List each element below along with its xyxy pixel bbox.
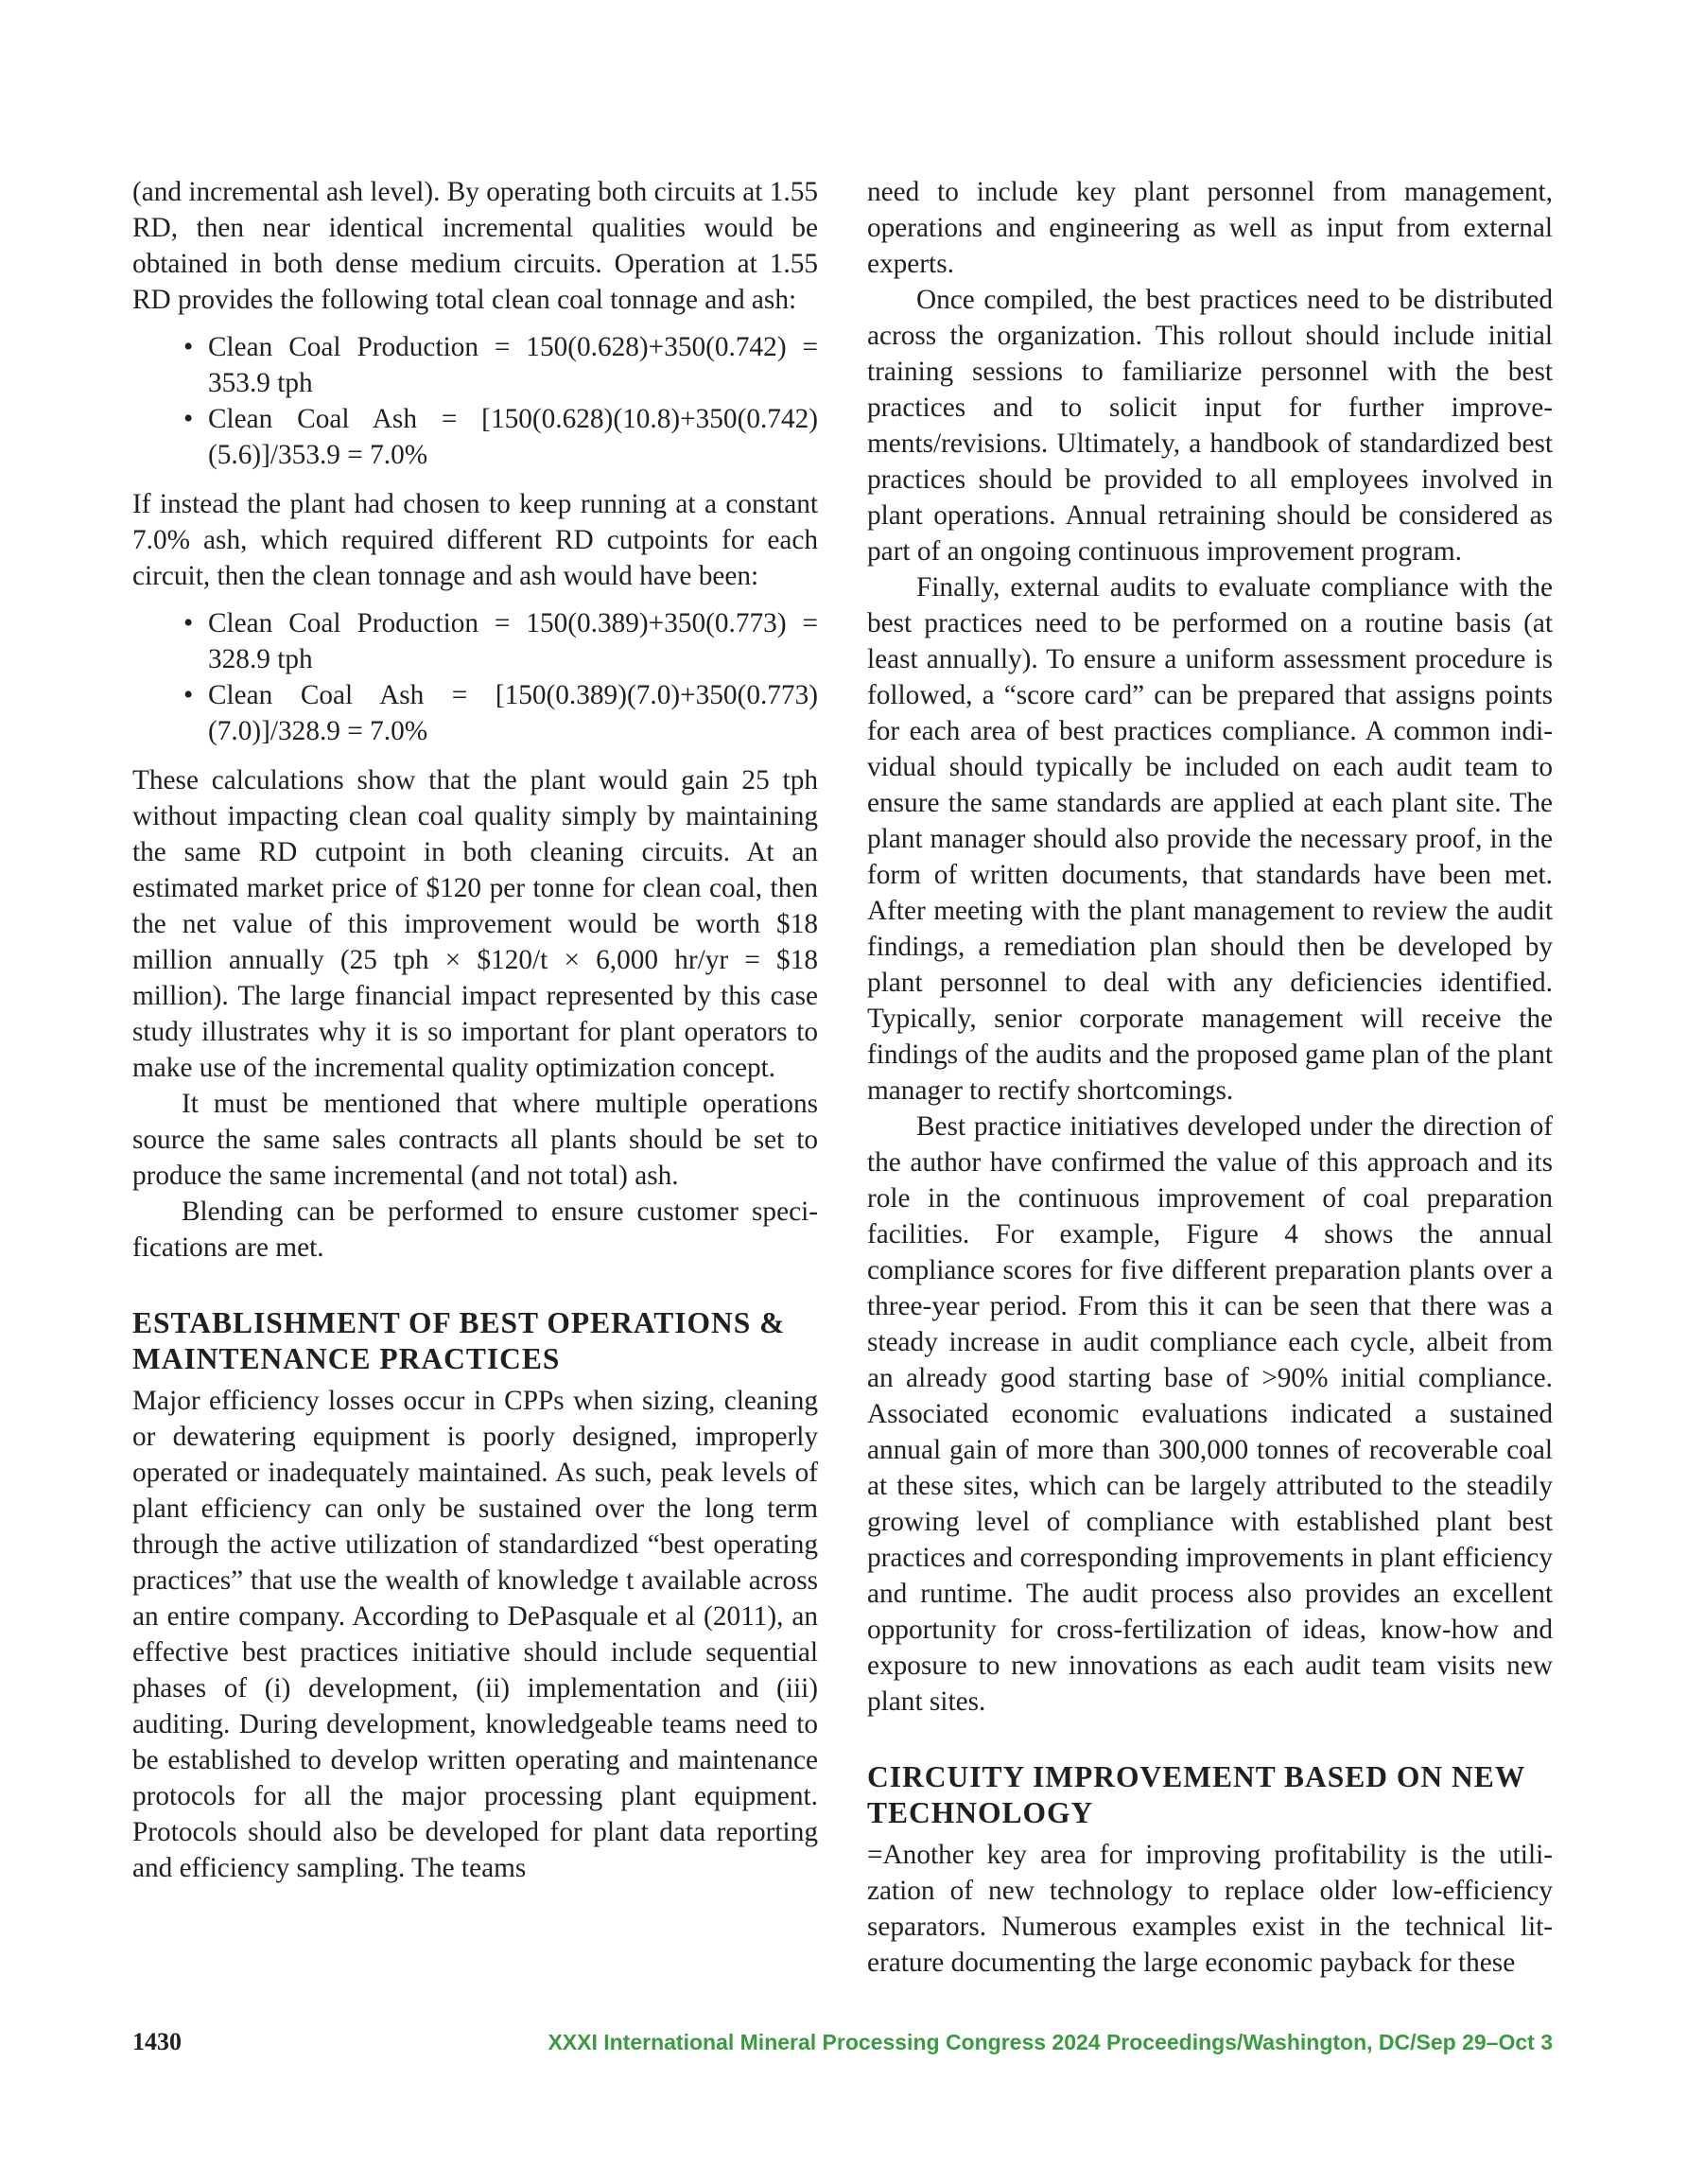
bullet-list	[132, 329, 818, 473]
body-paragraph: These calculations show that the plant would gain 25 tph without impacting clean coal quality simply by maintaining the same RD cutpoint in both cleaning circuits. At an estimated market price of $120 per tonne for clean coal, then the net value of this improvement would be worth $18 million annually (25 tph × $120/t × 6,000 hr/yr = $18 million). The large financial impact represented by this case study illustrates why it is so important for plant operators to make use of the incremental quality optimization concept.	[132, 765, 818, 1083]
page-footer	[132, 2028, 1553, 2066]
left-column	[132, 174, 818, 1886]
bullet-item: • Clean Coal Production = 150(0.389)+350(0.773) = 328.9 tph	[208, 605, 818, 677]
body-paragraph: It must be mentioned that where multiple operations source the same sales contracts all plants should be set to produce the same incremental (and not total) ash.	[132, 1089, 818, 1191]
body-paragraph: Blending can be performed to ensure customer specifications are met.	[132, 1197, 818, 1263]
body-paragraph: Best practice initiatives developed under the direction of the author have confirmed the value of this approach and its role in the continuous improvement of coal preparation facilities. For example, Figure 4 shows the annual compliance scores for five different preparation plants over a three-year period. From this it can be seen that there was a steady increase in audit compliance each cycle, albeit from an already good starting base of >90% initial compliance. Associated economic evaluations indicated a sustained annual gain of more than 300,000 tonnes of recoverable coal at these sites, which can be largely attributed to the steadily growing level of compliance with established plant best practices and corresponding improvements in plant efficiency and runtime. The audit process also provides an excellent opportunity for cross-fertilization of ideas, know-how and exposure to new innovations as each audit team visits new plant sites.	[867, 1111, 1553, 1717]
bullet-item: • Clean Coal Ash = [150(0.389)(7.0)+350(0.773) (7.0)]/328.9 = 7.0%	[208, 677, 818, 749]
body-paragraph: If instead the plant had chosen to keep running at a constant 7.0% ash, which required different RD cutpoints for each circuit, then the clean tonnage and ash would have been:	[132, 489, 818, 591]
body-paragraph: Major efficiency losses occur in CPPs when sizing, cleaning or dewatering equipment is poorly designed, improperly operated or inadequately maintained. As such, peak levels of plant efficiency can only be sustained over the long term through the active utilization of standardized “best operating practices” that use the wealth of knowledge t available across an entire company. According to DePasquale et al (2011), an effective best practices initiative should include sequential phases of (i) development, (ii) implementation and (iii) auditing. During development, knowledgeable teams need to be established to develop written operating and maintenance protocols for all the major processing plant equipment. Protocols should also be developed for plant data reporting and efficiency sampling. The teams	[132, 1386, 818, 1883]
section-heading: CIRCUITY IMPROVEMENT BASED ON NEW TECHNOLOGY	[867, 1760, 1525, 1829]
journal-citation: XXXI International Mineral Processing Congress 2024 Proceedings/Washington, DC/Sep 29–Oct 3	[548, 2030, 1553, 2054]
section-heading: ESTABLISHMENT OF BEST OPERATIONS & MAINTENANCE PRACTICES	[132, 1306, 786, 1375]
body-paragraph: Once compiled, the best practices need to be distributed across the organization. This rollout should include initial training sessions to familiarize personnel with the best practices and to solicit input for further improvements/revisions. Ultimately, a handbook of standardized best practices should be provided to all employees involved in plant operations. Annual retraining should be considered as part of an ongoing continuous improvement program.	[867, 285, 1553, 567]
bullet-item: • Clean Coal Ash = [150(0.628)(10.8)+350(0.742) (5.6)]/353.9 = 7.0%	[208, 401, 818, 473]
bullet-item: • Clean Coal Production = 150(0.628)+350(0.742) = 353.9 tph	[208, 329, 818, 401]
page-number: 1430	[132, 2028, 182, 2055]
right-column	[867, 174, 1553, 1981]
bullet-list	[132, 605, 818, 749]
body-paragraph: need to include key plant personnel from management, operations and engineering as well as input from external experts.	[867, 177, 1553, 279]
body-paragraph: (and incremental ash level). By operating both circuits at 1.55 RD, then near identical incremental qualities would be obtained in both dense medium circuits. Operation at 1.55 RD provides the following total clean coal tonnage and ash:	[132, 177, 818, 315]
body-paragraph: Finally, external audits to evaluate compliance with the best practices need to be performed on a routine basis (at least annually). To ensure a uniform assessment procedure is followed, a “score card” can be prepared that assigns points for each area of best practices compliance. A common individual should typically be included on each audit team to ensure the same standards are applied at each plant site. The plant manager should also provide the necessary proof, in the form of written documents, that standards have been met. After meeting with the plant management to review the audit findings, a remediation plan should then be developed by plant personnel to deal with any deficiencies identified. Typically, senior corporate management will receive the findings of the audits and the proposed game plan of the plant manager to rectify shortcomings.	[867, 572, 1553, 1106]
body-paragraph: =Another key area for improving profitability is the utilization of new technology to replace older low-efficiency separators. Numerous examples exist in the technical literature documenting the large economic payback for these	[867, 1840, 1553, 1978]
